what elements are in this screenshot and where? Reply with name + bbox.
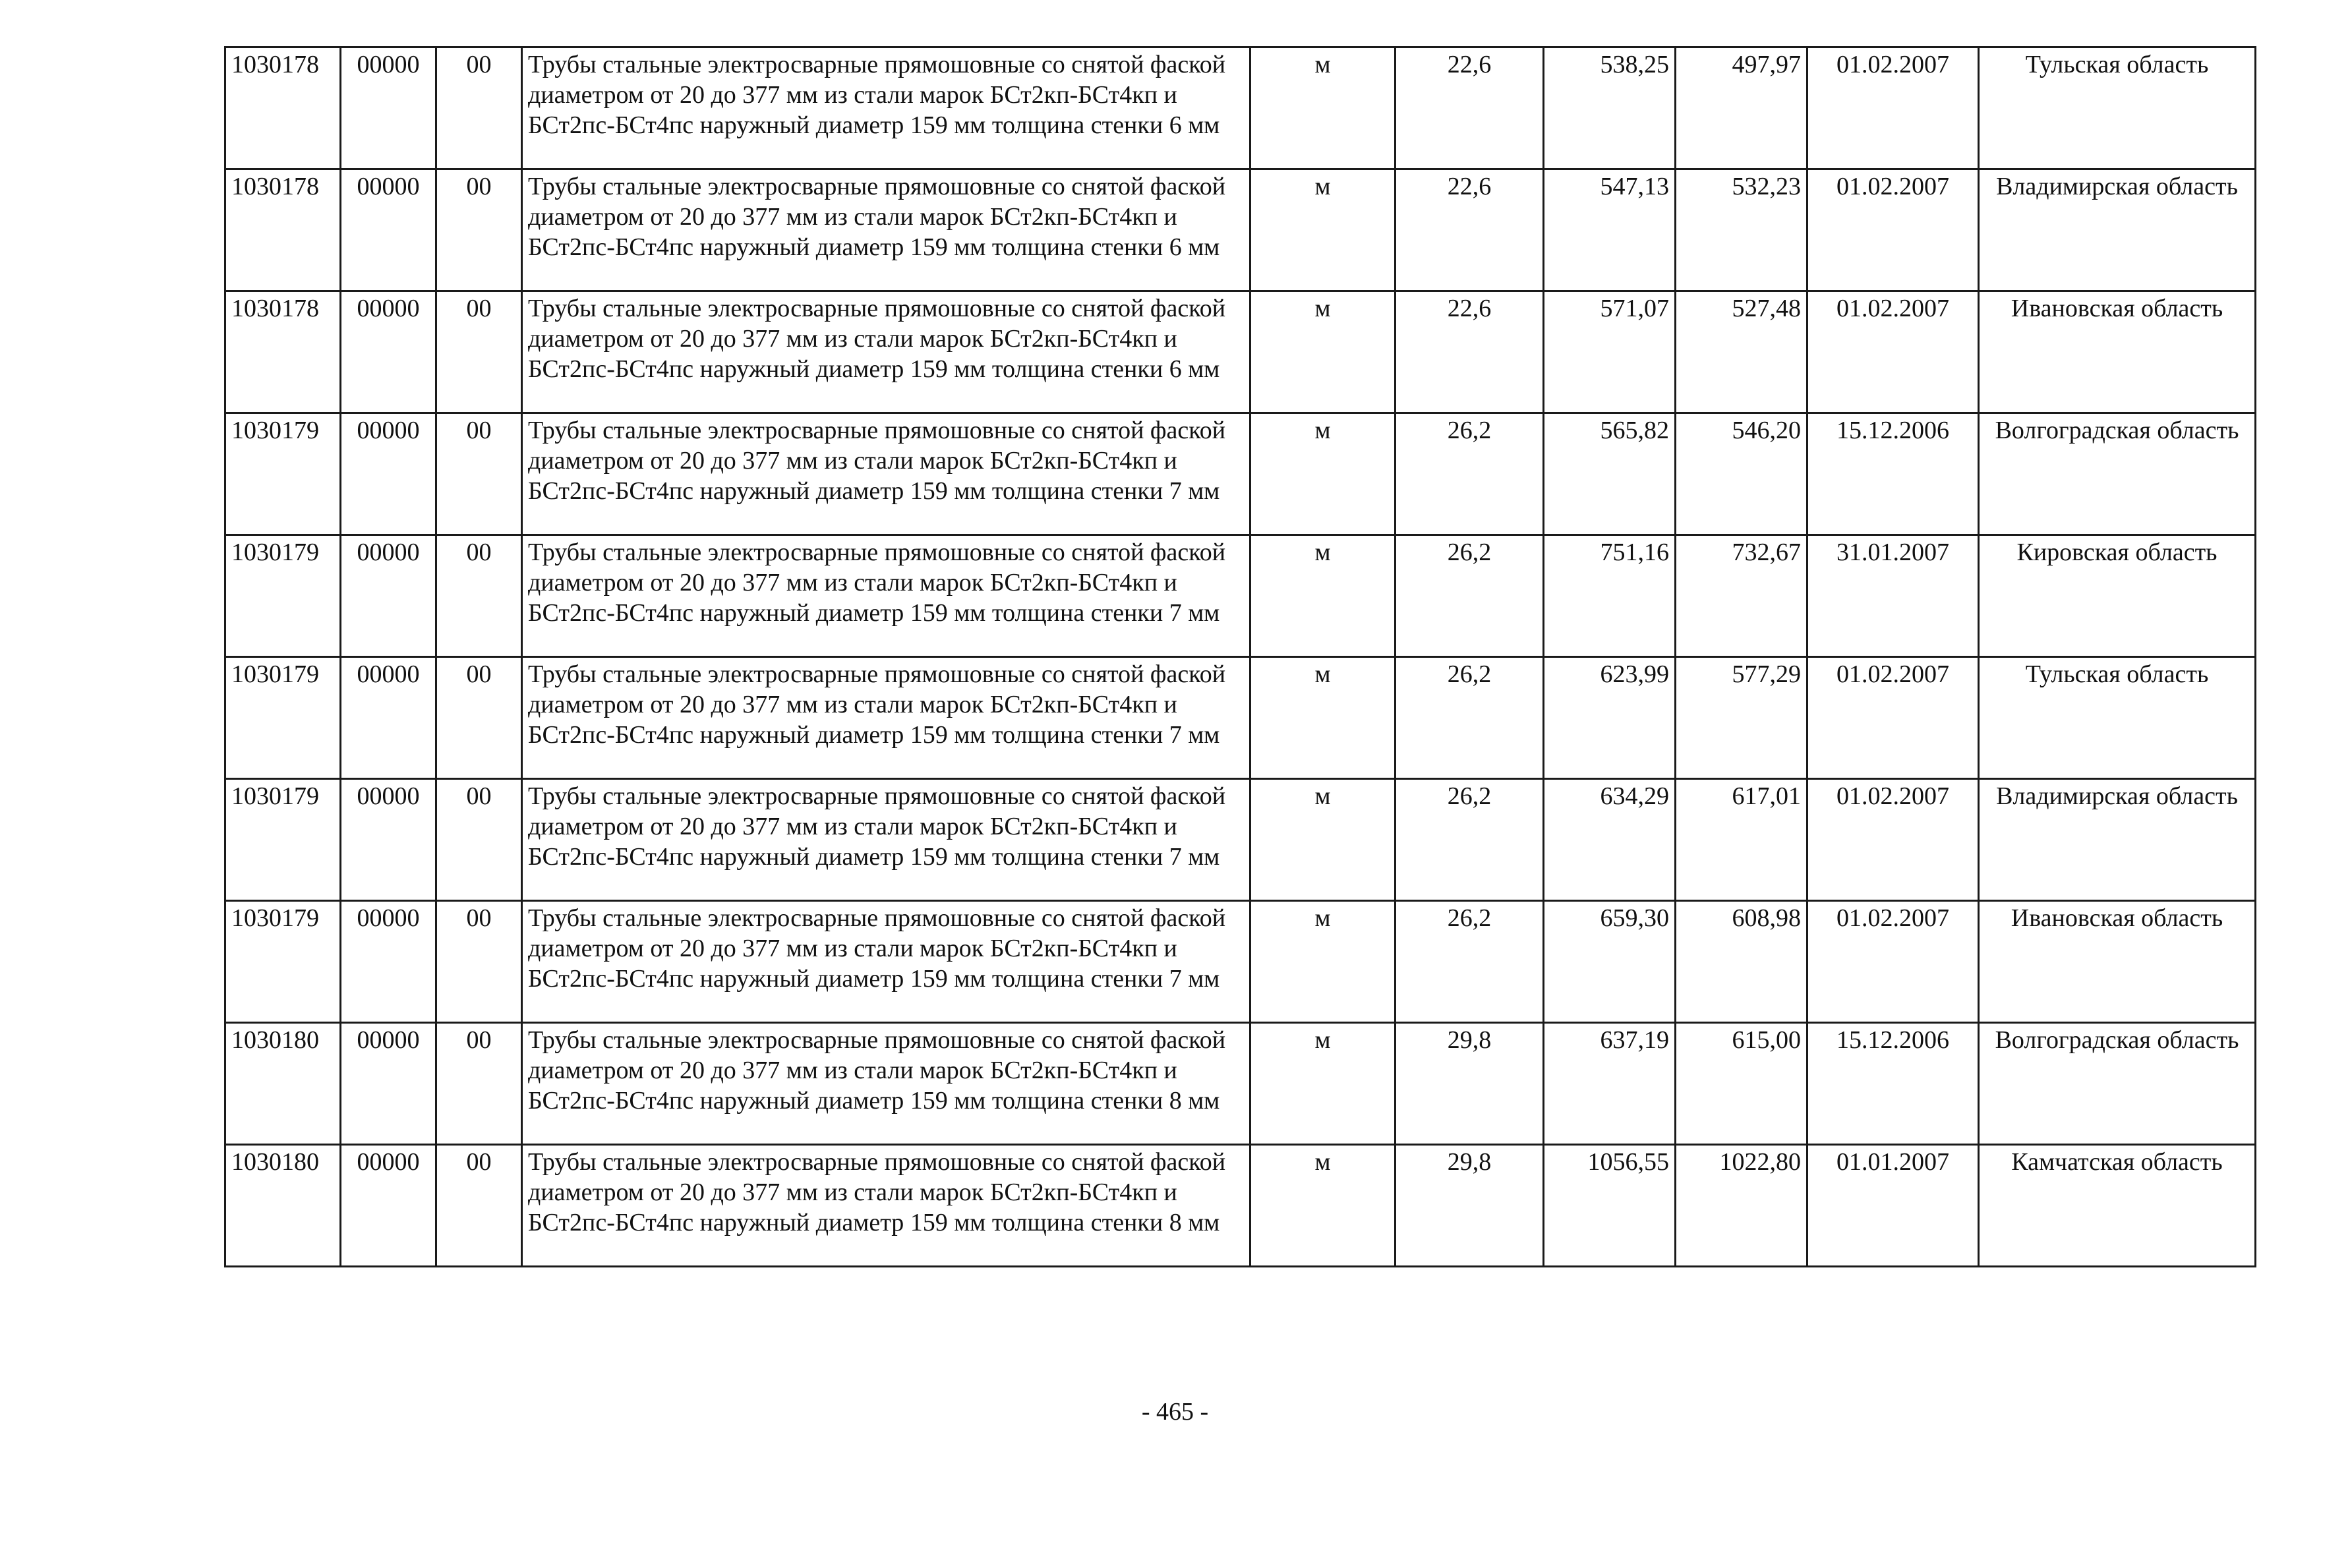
weight-cell: 22,6 [1395,291,1544,413]
weight-cell: 26,2 [1395,535,1544,657]
price-cell: 623,99 [1544,657,1676,779]
item-code-cell: 1030178 [225,291,341,413]
date-cell: 15.12.2006 [1807,1023,1979,1145]
ext-code-cell: 00 [436,47,522,169]
item-code-cell: 1030179 [225,535,341,657]
unit-cell: м [1250,535,1395,657]
price-cell: 546,20 [1676,413,1807,535]
sub-code-cell: 00000 [341,1145,436,1267]
price-cell: 1056,55 [1544,1145,1676,1267]
region-cell: Ивановская область [1979,901,2256,1023]
sub-code-cell: 00000 [341,779,436,901]
date-cell: 31.01.2007 [1807,535,1979,657]
price-cell: 538,25 [1544,47,1676,169]
table-row [225,779,2256,901]
description-cell: Трубы стальные электросварные прямошовные со снятой фаской диаметром от 20 до 377 мм из стали марок БСт2кп-БСт4кп и БСт2пс-БСт4пс наружный диаметр 159 мм толщина стенки 7 мм [522,779,1250,901]
unit-cell: м [1250,413,1395,535]
unit-cell: м [1250,1023,1395,1145]
description-cell: Трубы стальные электросварные прямошовные со снятой фаской диаметром от 20 до 377 мм из стали марок БСт2кп-БСт4кп и БСт2пс-БСт4пс наружный диаметр 159 мм толщина стенки 7 мм [522,413,1250,535]
date-cell: 01.02.2007 [1807,901,1979,1023]
price-cell: 608,98 [1676,901,1807,1023]
sub-code-cell: 00000 [341,169,436,291]
sub-code-cell: 00000 [341,413,436,535]
item-code-cell: 1030178 [225,169,341,291]
region-cell: Кировская область [1979,535,2256,657]
unit-cell: м [1250,779,1395,901]
sub-code-cell: 00000 [341,1023,436,1145]
weight-cell: 26,2 [1395,779,1544,901]
price-cell: 577,29 [1676,657,1807,779]
price-table [224,46,2256,1267]
description-cell: Трубы стальные электросварные прямошовные со снятой фаской диаметром от 20 до 377 мм из стали марок БСт2кп-БСт4кп и БСт2пс-БСт4пс наружный диаметр 159 мм толщина стенки 7 мм [522,535,1250,657]
page-number: - 465 - [1141,1398,1209,1426]
item-code-cell: 1030179 [225,779,341,901]
table-row [225,657,2256,779]
region-cell: Волгоградская область [1979,413,2256,535]
region-cell: Владимирская область [1979,169,2256,291]
unit-cell: м [1250,47,1395,169]
price-cell: 532,23 [1676,169,1807,291]
item-code-cell: 1030178 [225,47,341,169]
unit-cell: м [1250,291,1395,413]
sub-code-cell: 00000 [341,535,436,657]
ext-code-cell: 00 [436,1023,522,1145]
ext-code-cell: 00 [436,657,522,779]
price-cell: 571,07 [1544,291,1676,413]
date-cell: 01.02.2007 [1807,779,1979,901]
description-cell: Трубы стальные электросварные прямошовные со снятой фаской диаметром от 20 до 377 мм из стали марок БСт2кп-БСт4кп и БСт2пс-БСт4пс наружный диаметр 159 мм толщина стенки 7 мм [522,901,1250,1023]
weight-cell: 29,8 [1395,1145,1544,1267]
unit-cell: м [1250,901,1395,1023]
description-cell: Трубы стальные электросварные прямошовные со снятой фаской диаметром от 20 до 377 мм из стали марок БСт2кп-БСт4кп и БСт2пс-БСт4пс наружный диаметр 159 мм толщина стенки 8 мм [522,1145,1250,1267]
date-cell: 15.12.2006 [1807,413,1979,535]
price-cell: 547,13 [1544,169,1676,291]
ext-code-cell: 00 [436,901,522,1023]
weight-cell: 26,2 [1395,901,1544,1023]
region-cell: Тульская область [1979,657,2256,779]
ext-code-cell: 00 [436,1145,522,1267]
description-cell: Трубы стальные электросварные прямошовные со снятой фаской диаметром от 20 до 377 мм из стали марок БСт2кп-БСт4кп и БСт2пс-БСт4пс наружный диаметр 159 мм толщина стенки 8 мм [522,1023,1250,1145]
table-row [225,1023,2256,1145]
table-row [225,901,2256,1023]
region-cell: Камчатская область [1979,1145,2256,1267]
ext-code-cell: 00 [436,291,522,413]
sub-code-cell: 00000 [341,47,436,169]
ext-code-cell: 00 [436,535,522,657]
unit-cell: м [1250,1145,1395,1267]
price-cell: 751,16 [1544,535,1676,657]
weight-cell: 26,2 [1395,413,1544,535]
price-cell: 659,30 [1544,901,1676,1023]
price-cell: 615,00 [1676,1023,1807,1145]
price-cell: 634,29 [1544,779,1676,901]
price-cell: 732,67 [1676,535,1807,657]
weight-cell: 26,2 [1395,657,1544,779]
weight-cell: 22,6 [1395,169,1544,291]
table-row [225,169,2256,291]
table-row [225,291,2256,413]
unit-cell: м [1250,169,1395,291]
weight-cell: 29,8 [1395,1023,1544,1145]
region-cell: Владимирская область [1979,779,2256,901]
description-cell: Трубы стальные электросварные прямошовные со снятой фаской диаметром от 20 до 377 мм из стали марок БСт2кп-БСт4кп и БСт2пс-БСт4пс наружный диаметр 159 мм толщина стенки 6 мм [522,47,1250,169]
date-cell: 01.02.2007 [1807,657,1979,779]
date-cell: 01.02.2007 [1807,47,1979,169]
item-code-cell: 1030179 [225,657,341,779]
price-cell: 565,82 [1544,413,1676,535]
item-code-cell: 1030180 [225,1145,341,1267]
description-cell: Трубы стальные электросварные прямошовные со снятой фаской диаметром от 20 до 377 мм из стали марок БСт2кп-БСт4кп и БСт2пс-БСт4пс наружный диаметр 159 мм толщина стенки 7 мм [522,657,1250,779]
item-code-cell: 1030179 [225,413,341,535]
region-cell: Волгоградская область [1979,1023,2256,1145]
table-row [225,535,2256,657]
table-body [225,47,2256,1267]
item-code-cell: 1030180 [225,1023,341,1145]
table-row [225,1145,2256,1267]
sub-code-cell: 00000 [341,901,436,1023]
ext-code-cell: 00 [436,169,522,291]
price-cell: 637,19 [1544,1023,1676,1145]
ext-code-cell: 00 [436,413,522,535]
date-cell: 01.01.2007 [1807,1145,1979,1267]
table-row [225,47,2256,169]
description-cell: Трубы стальные электросварные прямошовные со снятой фаской диаметром от 20 до 377 мм из стали марок БСт2кп-БСт4кп и БСт2пс-БСт4пс наружный диаметр 159 мм толщина стенки 6 мм [522,169,1250,291]
region-cell: Тульская область [1979,47,2256,169]
price-cell: 617,01 [1676,779,1807,901]
ext-code-cell: 00 [436,779,522,901]
description-cell: Трубы стальные электросварные прямошовные со снятой фаской диаметром от 20 до 377 мм из стали марок БСт2кп-БСт4кп и БСт2пс-БСт4пс наружный диаметр 159 мм толщина стенки 6 мм [522,291,1250,413]
region-cell: Ивановская область [1979,291,2256,413]
weight-cell: 22,6 [1395,47,1544,169]
table-row [225,413,2256,535]
date-cell: 01.02.2007 [1807,291,1979,413]
price-cell: 1022,80 [1676,1145,1807,1267]
sub-code-cell: 00000 [341,291,436,413]
price-cell: 497,97 [1676,47,1807,169]
unit-cell: м [1250,657,1395,779]
date-cell: 01.02.2007 [1807,169,1979,291]
price-cell: 527,48 [1676,291,1807,413]
item-code-cell: 1030179 [225,901,341,1023]
sub-code-cell: 00000 [341,657,436,779]
